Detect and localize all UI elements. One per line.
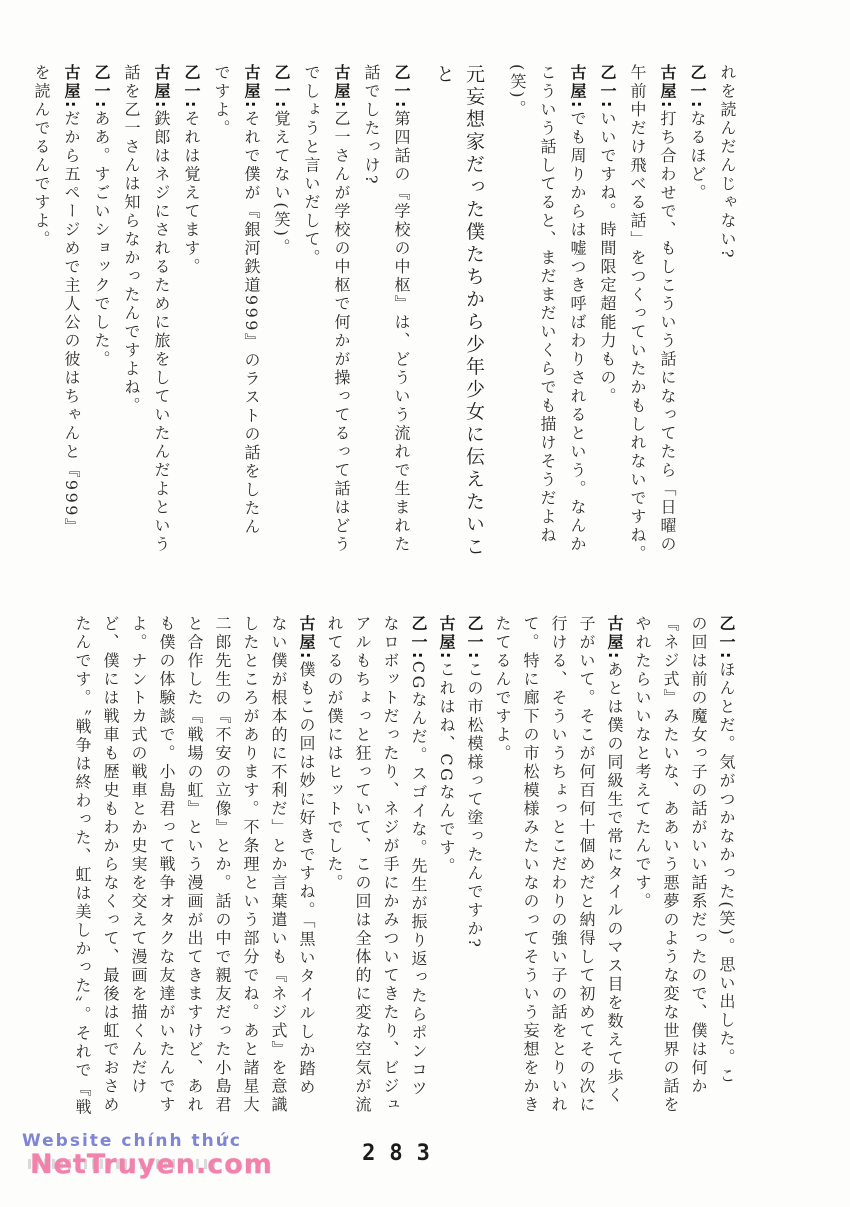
interview-block-top — [26, 64, 742, 570]
speaker-name: 古屋: — [62, 64, 81, 110]
dialogue-line: 古屋:だから五ページめで主人公の彼はちゃんと『999』 — [62, 64, 81, 537]
speaker-name: 乙一: — [717, 615, 736, 661]
dialogue-line-continuation: ない僕が根本的に不利だ」とか言葉遣いも『ネジ式』を意識 — [269, 615, 288, 1115]
dialogue-line-continuation: やれたらいいなと考えてたんです。 — [633, 615, 652, 911]
dialogue-line: 乙一:ああ。すごいショックでした。 — [92, 64, 111, 369]
dialogue-line: 乙一:なるほど。 — [688, 64, 707, 203]
speaker-name: 乙一: — [598, 64, 617, 110]
speaker-name: 古屋: — [332, 64, 351, 110]
dialogue-line-continuation: でしょうと言いだして。 — [302, 64, 321, 268]
speaker-name: 古屋: — [605, 615, 624, 661]
dialogue-line-continuation: も僕の体験談で。小島君って戦争オタクな友達がいたんです — [157, 615, 176, 1115]
dialogue-line: 乙一:CGなんだ。スゴイな。先生が振り返ったらポンコツ — [409, 615, 428, 1098]
watermark-site-label: Website chính thức — [22, 1131, 242, 1151]
dialogue-line-continuation: 話でしたっけ? — [362, 64, 381, 187]
speaker-name: 乙一: — [465, 615, 484, 661]
dialogue-line-continuation: たんです。〝戦争は終わった、虹は美しかった〟。それで『戦 — [73, 615, 92, 1117]
dialogue-line-continuation: アルもちょっと狂っていて、この回は全体的に変な空気が流 — [353, 615, 372, 1115]
speaker-name: 乙一: — [688, 64, 707, 110]
dialogue-line-continuation: れを読んだんじゃない? — [718, 64, 737, 261]
dialogue-line: 乙一:いいですね。時間限定超能力もの。 — [598, 64, 617, 406]
dialogue-line: 古屋:僕もこの回は妙に好きですね。「黒いタイルしか踏め — [297, 615, 316, 1097]
dialogue-line-continuation: の回は前の魔女っ子の話がいい話系だったので、僕は何か — [689, 615, 708, 1096]
dialogue-line-continuation: を読んでるんですよ。 — [32, 64, 51, 249]
dialogue-line: 乙一:それは覚えてます。 — [182, 64, 201, 277]
speaker-name: 乙一: — [182, 64, 201, 110]
speaker-name: 古屋: — [437, 615, 456, 661]
dialogue-line-continuation: 二郎先生の『不安の立像』とか。話の中で親友だった小島君 — [213, 615, 232, 1115]
dialogue-line: 古屋:でも周りからは嘘つき呼ばわりされるという。なんか — [568, 64, 587, 554]
dialogue-line-continuation: なロボットだったり、ネジが手にかみついてきたり、ビジュ — [381, 615, 400, 1115]
speaker-name: 古屋: — [658, 64, 677, 110]
speaker-name: 乙一: — [409, 615, 428, 661]
speaker-name: 古屋: — [568, 64, 587, 110]
dialogue-line: 古屋:これはね、CGなんです。 — [437, 615, 456, 876]
dialogue-line-continuation: れてるのが僕にはヒットでした。 — [325, 615, 344, 893]
interview-block-bottom — [68, 615, 740, 1143]
dialogue-line: 乙一:第四話の『学校の中枢』は、どういう流れで生まれた — [392, 64, 411, 554]
dialogue-line-continuation: (笑)。 — [508, 64, 527, 119]
dialogue-line-continuation: たてるんですよ。 — [493, 615, 512, 763]
dialogue-line-continuation: 子がいて。そこが何百何十個めだと納得して初めてその次に — [577, 615, 596, 1115]
speaker-name: 乙一: — [272, 64, 291, 110]
dialogue-line-continuation: ど、僕には戦車も歴史もわからなくって、最後は虹でおさめ — [101, 615, 120, 1115]
watermark-site-url: NetTruyen.com — [30, 1148, 273, 1180]
dialogue-line-continuation: 『ネジ式』みたいな、ああいう悪夢のような変な世界の話を — [661, 615, 680, 1115]
dialogue-line: 古屋:乙一さんが学校の中枢で何かが操ってるって話はどう — [332, 64, 351, 554]
page-number: 283 — [362, 1141, 444, 1166]
dialogue-line: 乙一:覚えてない(笑)。 — [272, 64, 291, 257]
dialogue-line: 古屋:鉄郎はネジにされるために旅をしていたんだよという — [152, 64, 171, 554]
dialogue-line-continuation: よ。ナントカ式の戦車とか史実を交えて漫画を描くんだけ — [129, 615, 148, 1096]
speaker-name: 乙一: — [92, 64, 111, 110]
dialogue-line: 乙一:この市松模様って塗ったんですか? — [465, 615, 484, 950]
dialogue-line: 古屋:打ち合わせで、もしこういう話になってたら「日曜の — [658, 64, 677, 554]
dialogue-line-continuation: と合作した『戦場の虹』という漫画が出てきますけど、あれ — [185, 615, 204, 1115]
dialogue-line-continuation: 行ける、そういうちょっとこだわりの強い子の話をとりいれ — [549, 615, 568, 1115]
dialogue-line-continuation: ですよ。 — [212, 64, 231, 138]
dialogue-line: 古屋:あとは僕の同級生で常にタイルのマス目を数えて歩く — [605, 615, 624, 1105]
dialogue-line-continuation: こういう話してると、まだまだいくらでも描けそうだよね — [538, 64, 557, 545]
section-heading: 元妄想家だった僕たちから少年少女に伝えたいこと — [433, 64, 485, 559]
speaker-name: 古屋: — [152, 64, 171, 110]
dialogue-line-continuation: て。特に廊下の市松模様みたいなのってそういう妄想をかき — [521, 615, 540, 1115]
speaker-name: 古屋: — [242, 64, 261, 110]
dialogue-line: 乙一:ほんとだ。気がつかなかった(笑)。思い出した。こ — [717, 615, 736, 1086]
dialogue-line-continuation: 話を乙一さんは知らなかったんですよね。 — [122, 64, 141, 416]
dialogue-line-continuation: したところがあります。不条理という部分でね。あと諸星大 — [241, 615, 260, 1115]
speaker-name: 古屋: — [297, 615, 316, 661]
speaker-name: 乙一: — [392, 64, 411, 110]
dialogue-line-continuation: 午前中だけ飛べる話」をつくっていたかもしれないですね。 — [628, 64, 647, 564]
dialogue-line: 古屋:それで僕が『銀河鉄道999』のラストの話をしたん — [242, 64, 261, 537]
